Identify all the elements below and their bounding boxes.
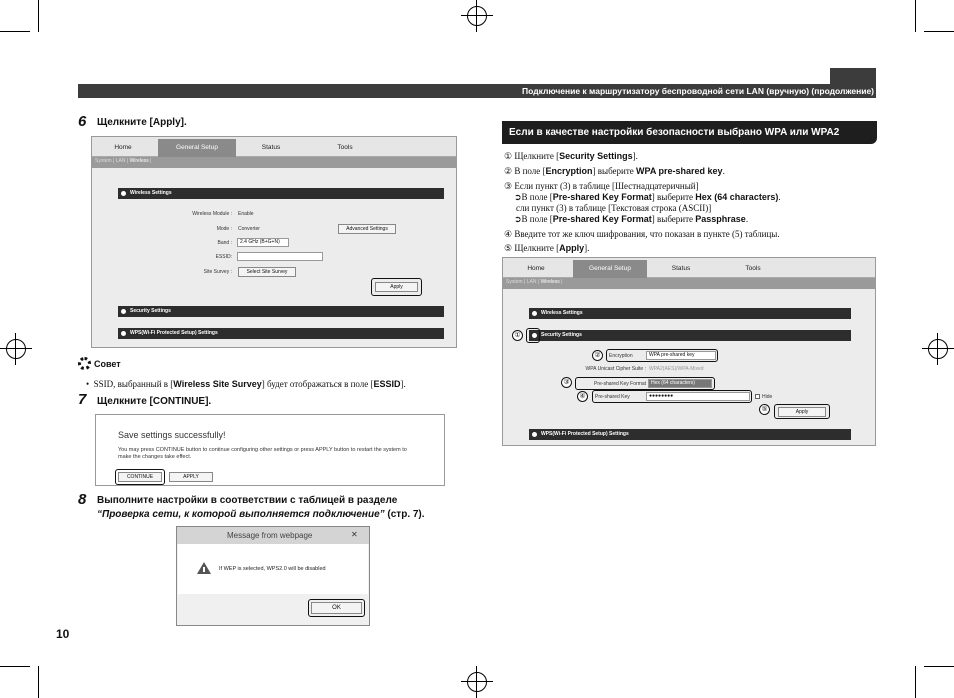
wpa-section-heading: Если в качестве настройки безопасности выбрано WPA или WPA2	[502, 121, 877, 144]
tab-status[interactable]: Status	[671, 265, 691, 272]
label-encryption: Encryption	[609, 353, 633, 359]
tip-bullet: •	[86, 379, 94, 389]
value-cipher-suite: WPA2(AES)/WPA-Mixed	[649, 366, 704, 372]
router-screenshot-2	[502, 257, 876, 446]
section-label: WPS(Wi-Fi Protected Setup) Settings	[130, 330, 218, 336]
label-wireless-module: Wireless Module :	[192, 211, 232, 217]
instruction-text: ] выберите	[651, 192, 696, 202]
marker-1: ①	[512, 330, 523, 341]
label-band: Band :	[217, 240, 232, 246]
section-label: Security Settings	[130, 308, 171, 314]
tip-text-part: SSID, выбранный в [	[93, 379, 174, 389]
label-key-format: Pre-shared Key Format	[594, 381, 646, 387]
wps-settings-header[interactable]	[118, 328, 444, 339]
tab-tools[interactable]: Tools	[337, 144, 353, 151]
tip-icon	[78, 357, 91, 370]
step-6-number: 6	[78, 113, 87, 130]
select-site-survey-button[interactable]: Select Site Survey	[238, 267, 296, 277]
instruction-bold: WPA pre-shared key	[636, 166, 723, 176]
tab-general-setup[interactable]: General Setup	[573, 260, 647, 278]
instruction-text: сли пункт (3) в таблице [Текстовая строка (ASCII)]	[516, 203, 712, 213]
instruction-bold: Hex (64 characters)	[695, 192, 779, 202]
apply-button[interactable]: Apply	[778, 407, 826, 417]
apply-button[interactable]: APPLY	[169, 472, 213, 482]
breadcrumb-end: |	[559, 279, 563, 285]
instruction-text: .	[778, 192, 781, 202]
value-mode: Converter	[238, 226, 260, 232]
wireless-settings-header	[118, 188, 444, 199]
key-format-select[interactable]: Hex (64 characters)	[648, 379, 712, 388]
save-dialog-title: Save settings successfully!	[118, 430, 226, 440]
page-number: 10	[56, 627, 70, 641]
wireless-settings-header[interactable]	[529, 308, 851, 319]
crop-mark	[915, 0, 916, 32]
step-8-reference: “Проверка сети, к которой выполняется подключение”	[97, 509, 385, 520]
section-label: Wireless Settings	[130, 190, 172, 196]
crop-mark	[924, 31, 954, 32]
bullet-icon	[532, 311, 537, 316]
instruction-text: .	[722, 166, 725, 176]
step-7-number: 7	[78, 391, 87, 408]
tab-general-setup[interactable]: General Setup	[158, 139, 236, 157]
warning-icon-mark	[203, 567, 205, 572]
tip-bold: ESSID	[373, 379, 401, 389]
security-highlight	[526, 328, 540, 343]
security-settings-header[interactable]	[118, 306, 444, 317]
label-pre-shared-key: Pre-shared Key	[595, 394, 630, 400]
tip-title: Совет	[94, 359, 121, 369]
hide-label: Hide	[762, 394, 773, 400]
save-dialog	[95, 414, 445, 486]
instruction-text: Введите тот же ключ шифрования, что показан в пункте (5) таблицы.	[514, 229, 780, 239]
dialog-message: If WEP is selected, WPS2.0 will be disabled	[219, 566, 326, 572]
label-mode: Mode :	[216, 226, 232, 232]
step-marker: ①	[504, 151, 513, 161]
breadcrumb-end: |	[148, 158, 152, 164]
instruction-bold: Pre-shared Key Format	[552, 214, 652, 224]
registration-mark	[461, 666, 493, 698]
section-label: Security Settings	[541, 332, 582, 338]
instruction-text: Щелкните [	[514, 151, 560, 161]
instruction-5	[504, 243, 589, 254]
instruction-bold: Passphrase	[695, 214, 746, 224]
label-cipher-suite: WPA Unicast Cipher Suite :	[585, 366, 646, 372]
marker-2: ②	[592, 350, 603, 361]
advanced-settings-button[interactable]: Advanced Settings	[338, 224, 396, 234]
tab-home[interactable]: Home	[527, 265, 545, 272]
tip-text	[86, 379, 406, 389]
essid-input[interactable]	[237, 252, 323, 261]
value-wireless-module: Enable	[238, 211, 254, 217]
breadcrumb-current[interactable]: Wireless	[540, 279, 560, 285]
bullet-icon	[121, 331, 126, 336]
crop-mark	[38, 666, 39, 698]
instruction-text: В поле [	[521, 214, 553, 224]
marker-5: ⑤	[759, 404, 770, 415]
header-title: Подключение к маршрутизатору беспроводной сети LAN (вручную) (продолжение)	[522, 86, 874, 96]
save-dialog-message: You may press CONTINUE button to continue configuring other settings or press APPLY button to restart the system to make the changes take effect.	[118, 447, 407, 460]
band-select[interactable]: 2.4 GHz (B+G+N)	[237, 238, 289, 247]
nav-tabs	[503, 258, 875, 278]
tab-home[interactable]: Home	[114, 144, 132, 151]
step-marker: ③	[504, 181, 513, 191]
breadcrumb-path[interactable]: System | LAN |	[95, 158, 130, 164]
instruction-3-sub2	[514, 214, 748, 225]
crop-mark	[924, 666, 954, 667]
step-7-text: Щелкните [CONTINUE].	[97, 396, 212, 407]
instruction-text: В поле [	[514, 166, 546, 176]
tab-tools[interactable]: Tools	[745, 265, 761, 272]
instruction-1	[504, 151, 638, 162]
step-marker: ⑤	[504, 243, 513, 253]
instruction-text: ].	[632, 151, 638, 161]
instruction-3	[504, 181, 699, 192]
arrow-icon: ➲	[514, 192, 522, 202]
breadcrumb	[92, 157, 456, 168]
instruction-text: Щелкните [	[514, 243, 560, 253]
instruction-2	[504, 166, 725, 177]
arrow-icon: ➲	[514, 214, 522, 224]
instruction-bold: Pre-shared Key Format	[552, 192, 652, 202]
continue-button[interactable]: CONTINUE	[118, 472, 162, 482]
tab-status[interactable]: Status	[261, 144, 281, 151]
step-marker: ②	[504, 166, 513, 176]
dialog-title: Message from webpage	[227, 531, 313, 540]
step-6-text: Щелкните [Apply].	[97, 117, 187, 128]
crop-mark	[0, 666, 30, 667]
apply-button[interactable]: Apply	[375, 282, 418, 292]
router-screenshot-1	[91, 136, 457, 348]
registration-mark	[461, 0, 493, 32]
bullet-icon	[532, 432, 537, 437]
bullet-icon	[121, 309, 126, 314]
header-tab	[830, 68, 876, 84]
marker-3: ③	[561, 377, 572, 388]
marker-4: ④	[577, 391, 588, 402]
instruction-3-alt	[516, 203, 711, 213]
dialog-close-icon[interactable]: ✕	[351, 530, 358, 539]
step-marker: ④	[504, 229, 513, 239]
instruction-bold: Encryption	[545, 166, 593, 176]
instruction-text: .	[745, 214, 749, 224]
breadcrumb-current[interactable]: Wireless	[129, 158, 149, 164]
step-8-line1: Выполните настройки в соответствии с таблицей в разделе	[97, 495, 398, 506]
registration-mark	[922, 333, 954, 365]
pre-shared-key-input[interactable]: ●●●●●●●●	[646, 392, 750, 401]
crop-mark	[0, 31, 30, 32]
step-8-number: 8	[78, 491, 87, 508]
hide-checkbox[interactable]	[755, 394, 760, 399]
step-8-page-ref: (стр. 7).	[384, 509, 425, 520]
instruction-4	[504, 229, 780, 240]
instruction-bold: Apply	[559, 243, 585, 253]
instruction-3-sub1	[514, 192, 781, 203]
breadcrumb-path[interactable]: System | LAN |	[506, 279, 541, 285]
instruction-text: ] выберите	[592, 166, 637, 176]
webpage-message-dialog	[176, 526, 370, 626]
encryption-select[interactable]: WPA pre-shared key	[646, 351, 716, 360]
nav-tabs	[92, 137, 456, 157]
section-label: Wireless Settings	[541, 310, 583, 316]
section-label: WPS(Wi-Fi Protected Setup) Settings	[541, 431, 629, 437]
crop-mark	[915, 666, 916, 698]
crop-mark	[38, 0, 39, 32]
instruction-text: ] выберите	[651, 214, 696, 224]
gear-icon	[121, 191, 126, 196]
tip-text-part: ].	[400, 379, 406, 389]
instruction-text: ].	[584, 243, 590, 253]
breadcrumb	[503, 278, 875, 289]
step-8-line2	[97, 509, 425, 520]
instruction-bold: Security Settings	[559, 151, 633, 161]
wps-settings-header[interactable]	[529, 429, 851, 440]
label-site-survey: Site Survey :	[203, 269, 232, 275]
tip-bold: Wireless Site Survey	[173, 379, 262, 389]
label-essid: ESSID:	[215, 254, 232, 260]
tip-text-part: ] будет отображаться в поле [	[261, 379, 374, 389]
instruction-text: Если пункт (3) в таблице [Шестнадцатеричный]	[514, 181, 699, 191]
security-settings-header[interactable]	[529, 330, 851, 341]
ok-button[interactable]: OK	[311, 602, 362, 614]
instruction-text: В поле [	[521, 192, 553, 202]
registration-mark	[0, 333, 32, 365]
